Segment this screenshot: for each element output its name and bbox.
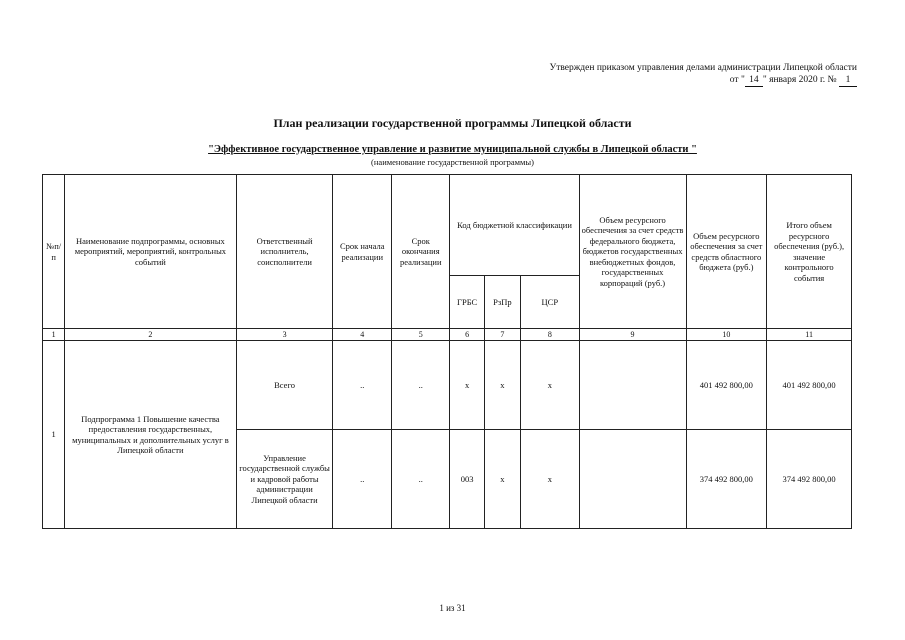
column-number-row xyxy=(43,329,852,341)
column-number: 1 xyxy=(43,329,65,341)
header-rzpr: РзПр xyxy=(484,276,520,329)
row-name: Подпрограмма 1 Повышение качества предоставления государственных, муниципальных и дополнительных услуг в Липецкой области xyxy=(65,341,236,529)
column-number: 4 xyxy=(333,329,392,341)
approval-date-line xyxy=(527,74,857,87)
header-row xyxy=(43,175,852,276)
approval-note xyxy=(527,62,857,87)
row-start: .. xyxy=(333,430,392,529)
column-number: 9 xyxy=(579,329,686,341)
table-row xyxy=(43,341,852,430)
row-start: .. xyxy=(333,341,392,430)
column-number: 10 xyxy=(686,329,767,341)
header-regional: Объем ресурсного обеспечения за счет средств областного бюджета (руб.) xyxy=(686,175,767,329)
approval-mid: " января 2020 г. № xyxy=(762,75,837,85)
header-num: №п/п xyxy=(43,175,65,329)
column-number: 5 xyxy=(391,329,450,341)
row-end: .. xyxy=(391,341,450,430)
row-executor: Всего xyxy=(236,341,333,430)
column-number: 6 xyxy=(450,329,484,341)
header-total: Итого объем ресурсного обеспечения (руб.), значение контрольного события xyxy=(767,175,852,329)
row-rzpr: х xyxy=(484,430,520,529)
plan-table xyxy=(42,174,852,529)
column-number: 8 xyxy=(521,329,580,341)
row-grbs: 003 xyxy=(450,430,484,529)
row-federal xyxy=(579,341,686,430)
approval-prefix: от " xyxy=(729,75,745,85)
header-csr: ЦСР xyxy=(521,276,580,329)
approval-line: Утвержден приказом управления делами администрации Липецкой области xyxy=(549,63,857,73)
header-grbs: ГРБС xyxy=(450,276,484,329)
header-executor: Ответственный исполнитель, соисполнители xyxy=(236,175,333,329)
row-csr: х xyxy=(521,430,580,529)
header-end: Срок окончания реализации xyxy=(391,175,450,329)
row-grbs: х xyxy=(450,341,484,430)
row-num: 1 xyxy=(43,341,65,529)
header-federal: Объем ресурсного обеспечения за счет средств федерального бюджета, бюджетов государственных внебюджетных фондов, государственных корпораций (руб.) xyxy=(579,175,686,329)
row-total: 401 492 800,00 xyxy=(767,341,852,430)
approval-number: 1 xyxy=(839,74,857,87)
row-regional: 401 492 800,00 xyxy=(686,341,767,430)
header-start: Срок начала реализации xyxy=(333,175,392,329)
approval-day: 14 xyxy=(745,74,763,87)
header-bcc: Код бюджетной классификации xyxy=(450,175,579,276)
row-executor: Управление государственной службы и кадровой работы администрации Липецкой области xyxy=(236,430,333,529)
column-number: 11 xyxy=(767,329,852,341)
row-regional: 374 492 800,00 xyxy=(686,430,767,529)
program-caption: (наименование государственной программы) xyxy=(371,157,534,167)
column-number: 7 xyxy=(484,329,520,341)
row-end: .. xyxy=(391,430,450,529)
header-name: Наименование подпрограммы, основных мероприятий, мероприятий, контрольных событий xyxy=(65,175,236,329)
row-total: 374 492 800,00 xyxy=(767,430,852,529)
page-number: 1 из 31 xyxy=(439,603,466,613)
row-csr: х xyxy=(521,341,580,430)
document-title: План реализации государственной программы Липецкой области xyxy=(273,116,632,130)
row-federal xyxy=(579,430,686,529)
row-rzpr: х xyxy=(484,341,520,430)
column-number: 2 xyxy=(65,329,236,341)
column-number: 3 xyxy=(236,329,333,341)
program-name: "Эффективное государственное управление и развитие муниципальной службы в Липецкой области " xyxy=(208,144,697,155)
